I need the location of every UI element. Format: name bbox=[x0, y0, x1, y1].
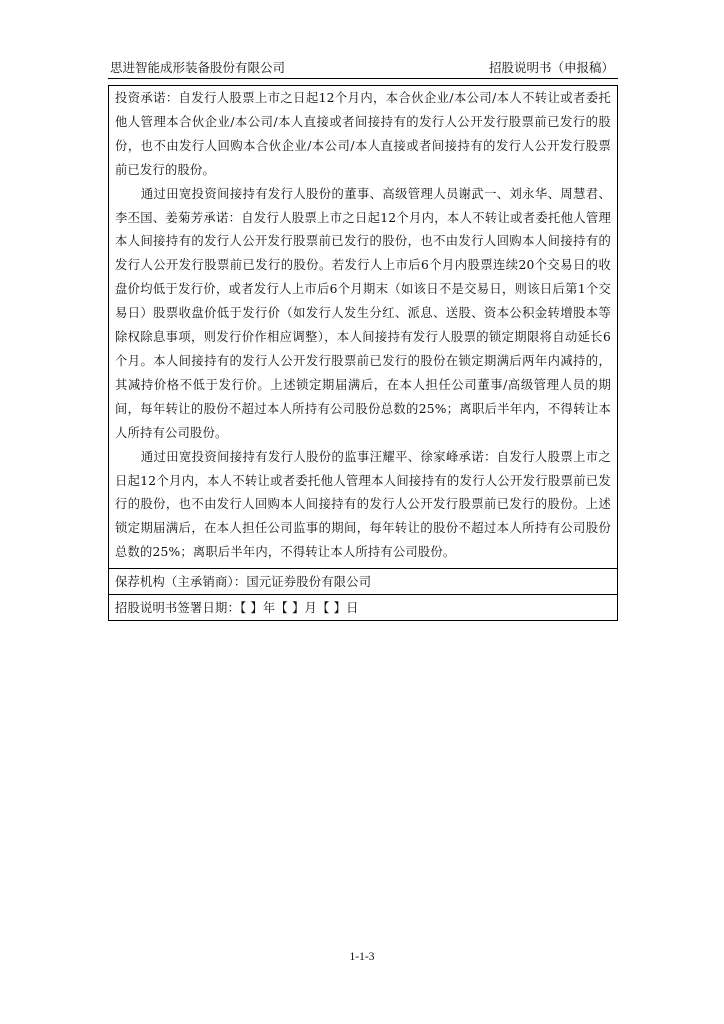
paragraph-supervisors-commitment: 通过田宽投资间接持有发行人股份的监事汪耀平、徐家峰承诺：自发行人股票上市之日起12个月内，本人不转让或者委托他人管理本人间接持有的发行人公开发行股票前已发行的股份，也不由发行人回购本人间接持有的发行人公开发行股票前已发行的股份。上述锁定期届满后，在本人担任公司监事的期间，每年转让的股份不超过本人所持有公司股份总数的25%；离职后半年内，不得转让本人所持有公司股份。 bbox=[115, 449, 611, 560]
page-number: 1-1-3 bbox=[349, 951, 375, 963]
paragraph-investment-commitment: 投资承诺：自发行人股票上市之日起12个月内，本合伙企业/本公司/本人不转让或者委托他人管理本合伙企业/本公司/本人直接或者间接持有的发行人公开发行股票前已发行的股份，也不由发行人回购本合伙企业/本公司/本人直接或者间接持有的发行人公开发行股票前已发行的股份。 bbox=[115, 91, 611, 177]
document-title: 招股说明书（申报稿） bbox=[488, 60, 614, 75]
sponsor-row: 保荐机构（主承销商）：国元证券股份有限公司 bbox=[109, 568, 617, 594]
sign-date-row: 招股说明书签署日期：【 】年【 】月【 】日 bbox=[109, 594, 617, 620]
company-name: 思进智能成形装备股份有限公司 bbox=[110, 60, 286, 75]
content-table bbox=[108, 85, 618, 621]
page-header bbox=[108, 58, 618, 79]
paragraph-directors-commitment: 通过田宽投资间接持有发行人股份的董事、高级管理人员谢武一、刘永华、周慧君、李丕国、姜菊芳承诺：自发行人股票上市之日起12个月内，本人不转让或者委托他人管理本人间接持有的发行人公开发行股票前已发行的股份，也不由发行人回购本人间接持有的发行人公开发行股票前已发行的股份。若发行人上市后6个月内股票连续20个交易日的收盘价均低于发行价，或者发行人上市后6个月期末（如该日不是交易日，则该日后第1个交易日）股票收盘价低于发行价（如发行人发生分红、派息、送股、资本公积金转增股本等除权除息事项，则发行价作相应调整），本人间接持有发行人股票的锁定期限将自动延长6个月。本人间接持有的发行人公开发行股票前已发行的股份在锁定期满后两年内减持的，其减持价格不低于发行价。上述锁定期届满后，在本人担任公司董事/高级管理人员的期间，每年转让的股份不超过本人所持有公司股份总数的25%；离职后半年内，不得转让本人所持有公司股份。 bbox=[115, 186, 611, 440]
commitment-cell bbox=[109, 86, 617, 568]
